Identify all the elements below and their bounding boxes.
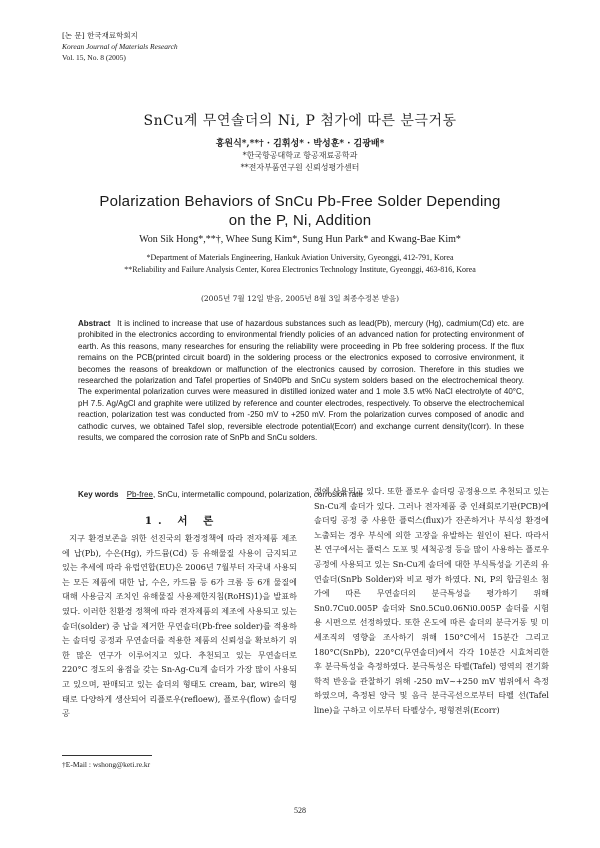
keywords-rest: , SnCu, intermetallic compound, polarization, corrosion rate [152, 490, 363, 499]
affiliation-ko-2: **전자부품연구원 신뢰성평가센터 [240, 163, 360, 172]
journal-header [62, 30, 178, 63]
body-paragraph-right: 정에 사용되고 있다. 또한 플로우 솔더링 공정용으로 추천되고 있는 Sn-Cu계 솔더가 있다. 그러나 전자제품 중 인쇄회로기판(PCB)에 솔더링 공정 중 사용한 플럭스(flux)가 잔존하거나 부식성 환경에 노출되는 경우 부식에 의한 고장을 유발하는 원인이 된다. 따라서 본 연구에서는 플럭스 도포 및 세척공정 등을 많이 사용하는 플로우 공정에 사용되고 있는 Sn-Cu계 솔더에 대한 부식특성을 기존의 유연솔더(SnPb Solder)와 비교 평가 하였다. Ni, P의 합금원소 첨가에 따른 무연솔더의 분극특성을 평가하기 위해 Sn0.7Cu0.005P 솔더와 Sn0.5Cu0.06Ni0.005P 솔더를 시험용 시편으로 선정하였다. 또한 온도에 따른 솔더의 분극거동 및 미세조직의 영향을 조사하기 위해 150°C에서 15분간 그리고 180°C(SnPb), 220°C(무연솔더)에서 각각 10분간 시효처리한 후 분극특성을 측정하였다. 분극특성은 타펠(Tafel) 영역의 전기화학적 반응을 관찰하기 위해 -250 mV~+250 mV 범위에서 측정하였으며, 측정된 양극 및 음극 분극곡선으로부터 타펠 선(Tafel line)을 구하고 이로부터 타펠상수, 평형전위(Ecorr) [314, 486, 549, 715]
affiliations-korean [0, 150, 600, 174]
authors-english: Won Sik Hong*,**†, Whee Sung Kim*, Sung Hun Park* and Kwang-Bae Kim* [139, 234, 461, 245]
abstract-text: It is inclined to increase that use of hazardous substances such as lead(Pb), mercury (Hg), cadmium(Cd) etc. are prohibited in the electronics according to environmental friendly policies of an advanced nation for protecting environment of earth. As this reasons, many researches for ensuring the reliability were proceeding in Pb free soldering process. If the flux remains on the PCB(printed circuit board) in the soldering process or the electronics exposed to corrosive environment, it becomes the reasons of breakdown or malfunction of the electronics caused by corrosion. Therefore in this studies we researched the polarization and Tafel properties of Sn40Pb and SnCu system solders based on the electrochemical theory. The experimental polarization curves were measured in distilled ionized water and 1 mole 3.5 wt% NaCl electrolyte of 40°C, pH 7.5. Ag/AgCl and graphite were utilized by reference and counter electrodes, respectively. To observe the electrochemical reaction, polarization test was conducted from -250 mV to +250 mV. From the polarization curves composed of anodic and cathodic curves, we obtained Tafel slop, reversible electrode potential(Ecorr) and exchange current density(Icorr). In these results, we compared the corrosion rate of SnPb and SnCu solders. [78, 319, 524, 443]
journal-volume: Vol. 15, No. 8 (2005) [62, 53, 126, 62]
keyword-link[interactable]: Pb-free [126, 490, 153, 499]
footnote-email: †E-Mail : wshong@keti.re.kr [62, 760, 151, 769]
affiliation-en-2: **Reliability and Failure Analysis Center, Korea Electronics Technology Institute, Gyeonggi, 463-816, Korea [124, 265, 476, 274]
abstract-label: Abstract [78, 319, 111, 328]
received-dates: (2005년 7월 12일 받음, 2005년 8월 3일 최종수정본 받음) [200, 294, 399, 303]
section-title: 1. 서 론 [144, 515, 220, 527]
page-number: 528 [294, 806, 306, 815]
body-column-left [62, 531, 297, 721]
affiliations-english [0, 252, 600, 276]
body-paragraph-left: 지구 환경보존을 위한 선진국의 환경정책에 따라 전자제품 제조에 납(Pb), 수은(Hg), 카드뮴(Cd) 등 유해물질 사용이 금지되고 있는 추세에 따라 유럽연합(EU)은 2006년 7월부터 자국내 사용되는 모든 제품에 대한 납, 수은, 카드뮴 등 6가 크롬 등 6개 물질에 대해 사용금지 조치인 유해물질 사용제한지침(RoHS)1)을 발표하였다. 이러한 친환경 정책에 따라 전자제품의 제조에 사용되고 있는 솔더(solder) 중 납을 제거한 무연솔더(Pb-free solder)를 적용하는 솔더링 공정과 무연솔더를 적용한 제품의 신뢰성을 확보하기 위한 많은 연구가 이루어지고 있다. 추천되고 있는 무연솔더로 220°C 정도의 융점을 갖는 Sn-Ag-Cu계 솔더가 가장 많이 사용되고 있으며, 판매되고 있는 솔더의 형태도 cream, bar, wire의 형태로 다양하게 생산되어 리플로우(refloew), 플로우(flow) 솔더링 공 [62, 533, 297, 719]
affiliation-ko-1: *한국항공대학교 항공재료공학과 [242, 151, 358, 160]
authors-korean: 홍원식*,**† · 김휘성* · 박성훈* · 김광배* [215, 139, 385, 149]
journal-type-label: [논 문] 한국재료학회지 [62, 31, 138, 40]
title-english [0, 192, 600, 230]
abstract [78, 318, 524, 443]
title-en-line-1: Polarization Behaviors of SnCu Pb-Free Solder Depending [99, 193, 501, 210]
title-korean: SnCu계 무연솔더의 Ni, P 첨가에 따른 분극거동 [143, 113, 457, 129]
body-column-right [314, 484, 549, 718]
affiliation-en-1: *Department of Materials Engineering, Hankuk Aviation University, Gyeonggi, 412-791, Korea [146, 253, 454, 262]
journal-name-en: Korean Journal of Materials Research [62, 42, 178, 51]
title-en-line-2: on the P, Ni, Addition [228, 212, 372, 229]
keywords-label: Key words [78, 490, 119, 499]
footnote-divider [62, 755, 152, 756]
